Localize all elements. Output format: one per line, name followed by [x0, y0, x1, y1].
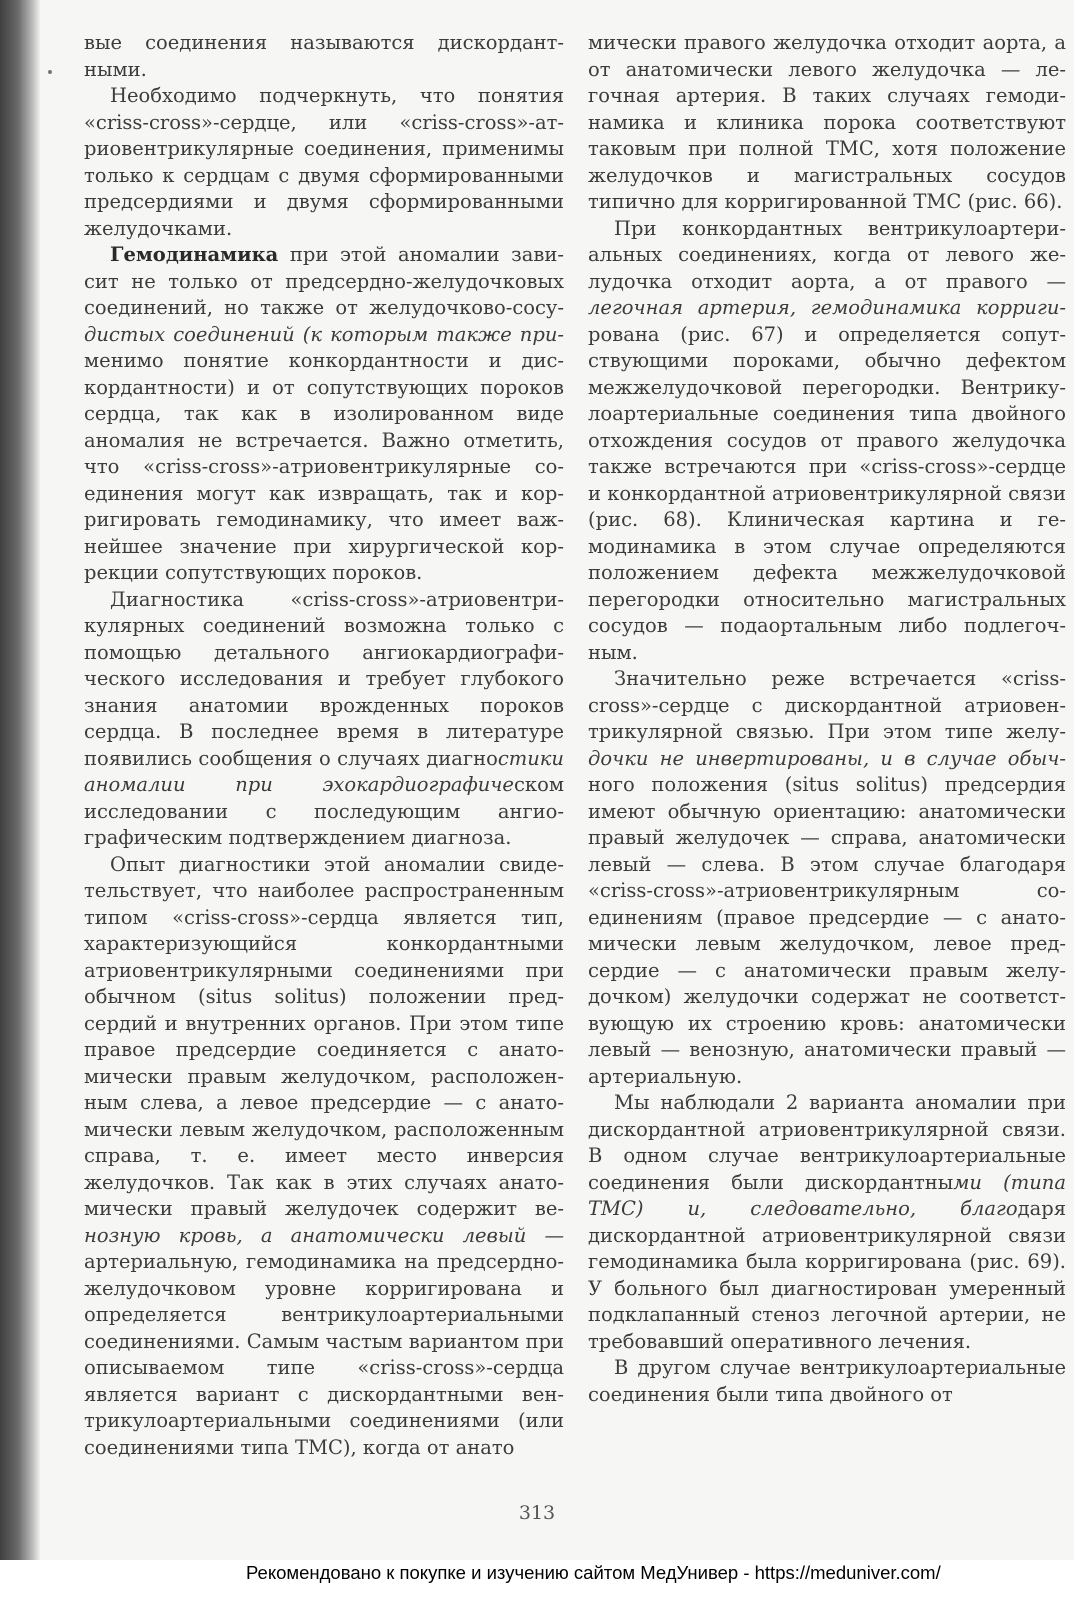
text-run: артериальную, гемодинамика на предсердно-желудочковом уровне корригирована и определяется вентрикулоартериальными соединениями. Самым частым вариантом при описываемом типе «criss-cross»-сердца является вариант с дискордантными вентрикулоартериальными соединениями (или соединениями типа ТМС), когда от анато [84, 1250, 564, 1459]
paragraph-discordant [588, 666, 1066, 1090]
paragraph-observed [588, 1090, 1066, 1355]
text-run: рована (рис. 67) и определяется сопутствующими пороками, обычно дефектом межжелудочковой перегородки. Вентрикулоартериальные соединения типа двойного отхождения сосудов от правого желудочка также встречаются при «criss-cross»-сердце и конкордантной атриовентрикулярной связи (рис. 68). Клиническая картина и гемодинамика в этом случае определяются положением дефекта межжелудочковой перегородки относительно магистральных сосудов — подаортальным либо подлегочным. [588, 322, 1066, 664]
book-spine-shadow [0, 0, 40, 1560]
text-run: Значительно реже встречается «criss-cross»-сердце с дискордантной атриовентрикулярной связью. При этом типе желу [588, 667, 1066, 743]
italic-run: нозную кровь, а анатомически левый — [84, 1223, 564, 1247]
text-run: при этой аномалии зависит не только от предсердно-желудочковых соединений, но также от желудочково-сосу [84, 243, 564, 319]
paragraph-concordant [588, 216, 1066, 667]
text-run: Опыт диагностики этой аномалии свидетельствует, что наиболее распространенным типом «criss-cross»-сердца является тип, характеризующийся конкордантными атриовентрикулярными соединениями при обычном (situs solitus) положении предсердий и внутренних органов. При этом типе правое предсердие соединяется с анатомически правым желудочком, расположенным слева, а левое предсердие — с анатомически левым желудочком, расположенным справа, т. е. имеет место инверсия желудочков. Так как в этих случаях анатомически правый желудочек содержит ве [84, 852, 564, 1220]
italic-run: стики аномалии при эхокардиографиче [84, 746, 564, 796]
right-column [588, 30, 1066, 1408]
paragraph: Необходимо подчеркнуть, что понятия «criss-cross»-сердце, или «criss-cross»-атриовентрикулярные соединения, применимы только к сердцам с двумя сформированными предсердиями и двумя сформированными желудочками. [84, 84, 564, 240]
footer-watermark: Рекомендовано к покупке и изучению сайтом МедУнивер - https://meduniver.com/ [246, 1562, 941, 1583]
text-run: Диагностика «criss-cross»-атриовентрикулярных соединений возможна только с помощью детального ангиокардиографического исследования и требует глубокого знания анатомии врожденных пороков сердца. В последнее время в литературе появились сообщения о случаях диагно [84, 587, 564, 770]
text-run: Мы наблюдали 2 варианта аномалии при дискордантной атриовентрикулярной связи. В одном случае вентрикулоартериальные соединения были дискордантны [588, 1091, 1066, 1194]
paragraph-experience [84, 852, 564, 1462]
text-run: При конкордантных вентрикулоартериальных соединениях, когда от левого желудочка отходит аорта, а от правого — [588, 216, 1066, 293]
text-run: ском исследовании с последующим ангиографическим подтверждением диагноза. [84, 773, 564, 849]
paragraph-diagnostics [84, 587, 564, 852]
paragraph: мически правого желудочка отходит аорта, а от анатомически левого желудочка — легочная артерия. В таких случаях гемодинамика и клиника порока соответствуют таковым при полной ТМС, хотя положение желудочков и магистральных сосудов типично для корригированной ТМС (рис. 66). [588, 31, 1066, 213]
left-column [84, 30, 564, 1461]
italic-run: легочная артерия, гемодинамика корриги [588, 296, 1066, 319]
paragraph: В другом случае вентрикулоартериальные соединения были типа двойного от [588, 1356, 1066, 1406]
italic-run: ми (типа ТМС) и, следовательно, благо [588, 1170, 1066, 1220]
text-run: даря дискордантной атриовентрикулярной связи гемодинамика была корригирована (рис. 69). У больного был диагностирован умеренный подклапанный стеноз легочной артерии, не требовавший оперативного лечения. [588, 1197, 1066, 1353]
page-number: 313 [518, 1502, 556, 1524]
term-hemodynamics: Гемодинамика [110, 243, 279, 266]
italic-run: дистых соединений (к которым также при [84, 322, 564, 346]
scan-speck [48, 70, 52, 74]
paragraph: вые соединения называются дискордантными. [84, 31, 564, 81]
text-run: ного положения (situs solitus) предсердия имеют обычную ориентацию: анатомически правый желудочек — справа, анатомически левый — слева. В этом случае благодаря «criss-cross»-атриовентрикулярным соединениям (правое предсердие — с анатомически левым желудочком, левое предсердие — с анатомически правым желудочком) желудочки содержат не соответствующую их строению кровь: анатомически левый — венозную, анатомически правый — артериальную. [588, 773, 1066, 1088]
text-run: менимо понятие конкордантности и дискордантности) и от сопутствующих пороков сердца, так как в изолированном виде аномалия не встречается. Важно отметить, что «criss-cross»-атриовентрикулярные соединения могут как извращать, так и корригировать гемодинамику, что имеет важнейшее значение при хирургической коррекции сопутствующих пороков. [84, 349, 564, 584]
italic-run: дочки не инвертированы, и в случае обыч [588, 746, 1066, 770]
paragraph-hemodynamics [84, 242, 564, 587]
